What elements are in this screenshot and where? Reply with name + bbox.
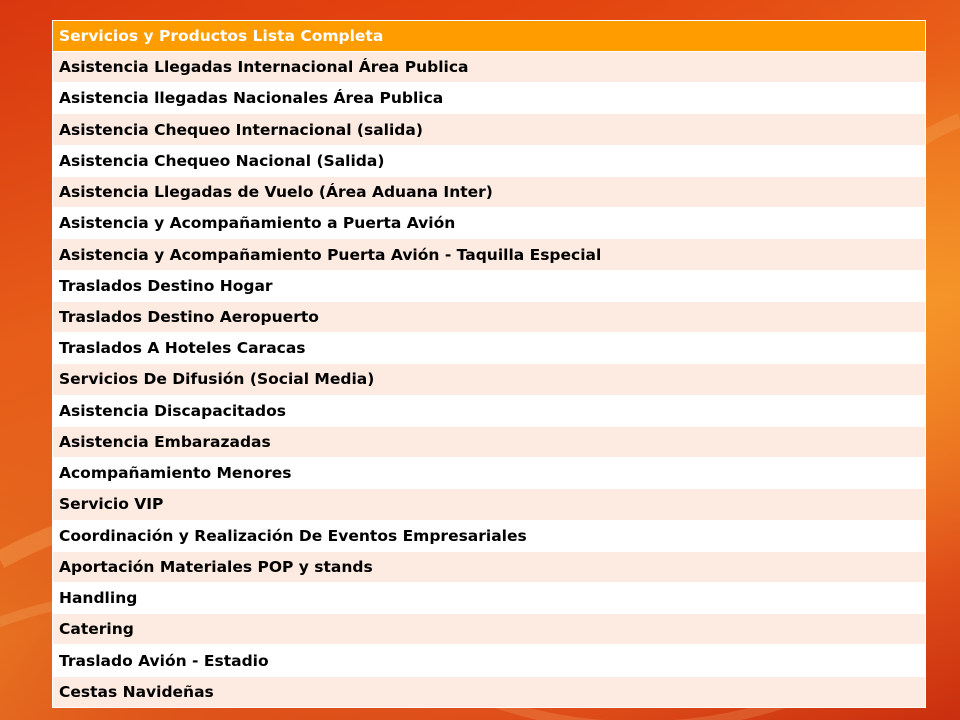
- table-body: [53, 52, 926, 708]
- table-cell: Asistencia Chequeo Internacional (salida): [53, 114, 926, 145]
- table-row: [53, 114, 926, 145]
- table-cell: Traslados Destino Hogar: [53, 270, 926, 301]
- table-cell: Catering: [53, 614, 926, 645]
- table-row: [53, 582, 926, 613]
- table-cell: Coordinación y Realización De Eventos Empresariales: [53, 520, 926, 551]
- table-cell: Asistencia y Acompañamiento Puerta Avión - Taquilla Especial: [53, 239, 926, 270]
- table-cell: Asistencia Embarazadas: [53, 426, 926, 457]
- table-cell: Handling: [53, 582, 926, 613]
- table-cell: Acompañamiento Menores: [53, 458, 926, 489]
- table-row: [53, 645, 926, 676]
- table-cell: Asistencia Llegadas de Vuelo (Área Aduana Inter): [53, 176, 926, 207]
- table-row: [53, 145, 926, 176]
- table-cell: Asistencia llegadas Nacionales Área Publica: [53, 83, 926, 114]
- table-cell: Traslados Destino Aeropuerto: [53, 301, 926, 332]
- table-row: [53, 364, 926, 395]
- table-row: [53, 270, 926, 301]
- table-row: [53, 301, 926, 332]
- table-cell: Traslados A Hoteles Caracas: [53, 333, 926, 364]
- table-header-row: [53, 21, 926, 52]
- table-row: [53, 239, 926, 270]
- table-row: [53, 176, 926, 207]
- table-cell: Servicios De Difusión (Social Media): [53, 364, 926, 395]
- table-row: [53, 52, 926, 83]
- services-table-container: [52, 20, 926, 708]
- table-cell: Traslado Avión - Estadio: [53, 645, 926, 676]
- table-row: [53, 333, 926, 364]
- table-cell: Cestas Navideñas: [53, 676, 926, 707]
- table-row: [53, 395, 926, 426]
- table-cell: Asistencia Chequeo Nacional (Salida): [53, 145, 926, 176]
- table-row: [53, 551, 926, 582]
- table-row: [53, 489, 926, 520]
- table-row: [53, 520, 926, 551]
- table-row: [53, 458, 926, 489]
- services-table: [52, 20, 926, 708]
- table-row: [53, 208, 926, 239]
- table-row: [53, 614, 926, 645]
- table-header: Servicios y Productos Lista Completa: [53, 21, 926, 52]
- table-row: [53, 83, 926, 114]
- table-cell: Asistencia Llegadas Internacional Área Publica: [53, 52, 926, 83]
- table-cell: Servicio VIP: [53, 489, 926, 520]
- table-cell: Asistencia y Acompañamiento a Puerta Avión: [53, 208, 926, 239]
- table-row: [53, 676, 926, 707]
- table-row: [53, 426, 926, 457]
- table-cell: Asistencia Discapacitados: [53, 395, 926, 426]
- table-cell: Aportación Materiales POP y stands: [53, 551, 926, 582]
